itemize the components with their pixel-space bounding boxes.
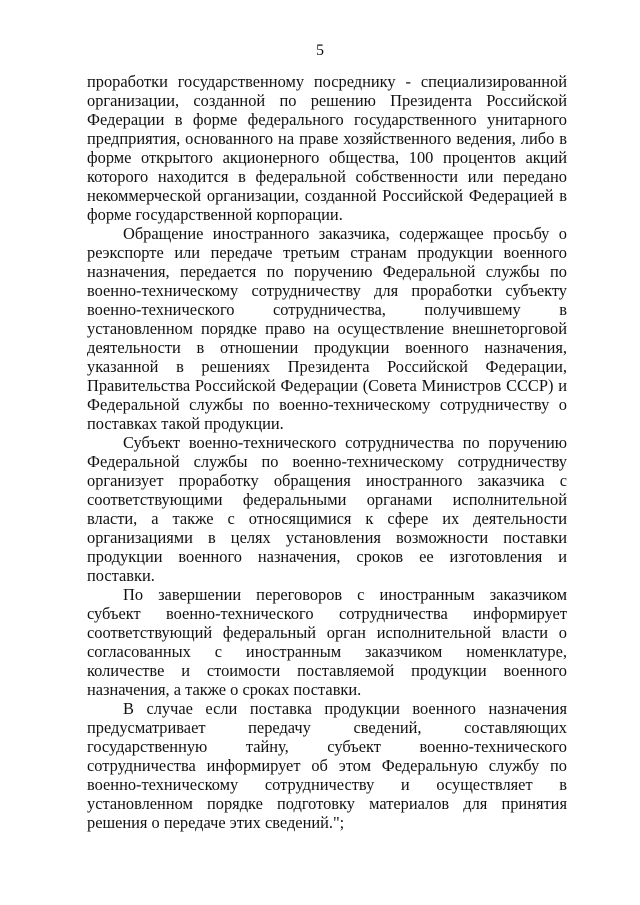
paragraph-state-secret-transfer: В случае если поставка продукции военного назначения предусматривает передачу сведений, составляющих государственную тайну, субъект военно-технического сотрудничества информирует об этом Федеральную службу по военно-техническому сотрудничеству и осуществляет в установленном порядке подготовку материалов для принятия решения о передаче этих сведений.";	[87, 699, 567, 832]
paragraph-negotiations-completion: По завершении переговоров с иностранным заказчиком субъект военно-технического сотрудничества информирует соответствующий федеральный орган исполнительной власти о согласованных с иностранным заказчиком номенклатуре, количестве и стоимости поставляемой продукции военного назначения, а также о сроках поставки.	[87, 585, 567, 699]
page-number: 5	[316, 42, 324, 59]
paragraph-foreign-customer-request: Обращение иностранного заказчика, содержащее просьбу о реэкспорте или передаче третьим странам продукции военного назначения, передается по поручению Федеральной службы по военно-техническому сотрудничеству для проработки субъекту военно-технического сотрудничества, получившему в установленном порядке право на осуществление внешнеторговой деятельности в отношении продукции военного назначения, указанной в решениях Президента Российской Федерации, Правительства Российской Федерации (Совета Министров СССР) и Федеральной службы по военно-техническому сотрудничеству о поставках такой продукции.	[87, 224, 567, 433]
paragraph-continuation: проработки государственному посреднику - специализированной организации, созданной по решению Президента Российской Федерации в форме федерального государственного унитарного предприятия, основанного на праве хозяйственного ведения, либо в форме открытого акционерного общества, 100 процентов акций которого находится в федеральной собственности или передано некоммерческой организации, созданной Российской Федерацией в форме государственной корпорации.	[87, 72, 567, 224]
document-body	[87, 72, 567, 832]
paragraph-subject-organizes-review: Субъект военно-технического сотрудничества по поручению Федеральной службы по военно-техническому сотрудничеству организует проработку обращения иностранного заказчика с соответствующими федеральными органами исполнительной власти, а также с относящимися к сфере их деятельности организациями в целях установления возможности поставки продукции военного назначения, сроков ее изготовления и поставки.	[87, 433, 567, 585]
